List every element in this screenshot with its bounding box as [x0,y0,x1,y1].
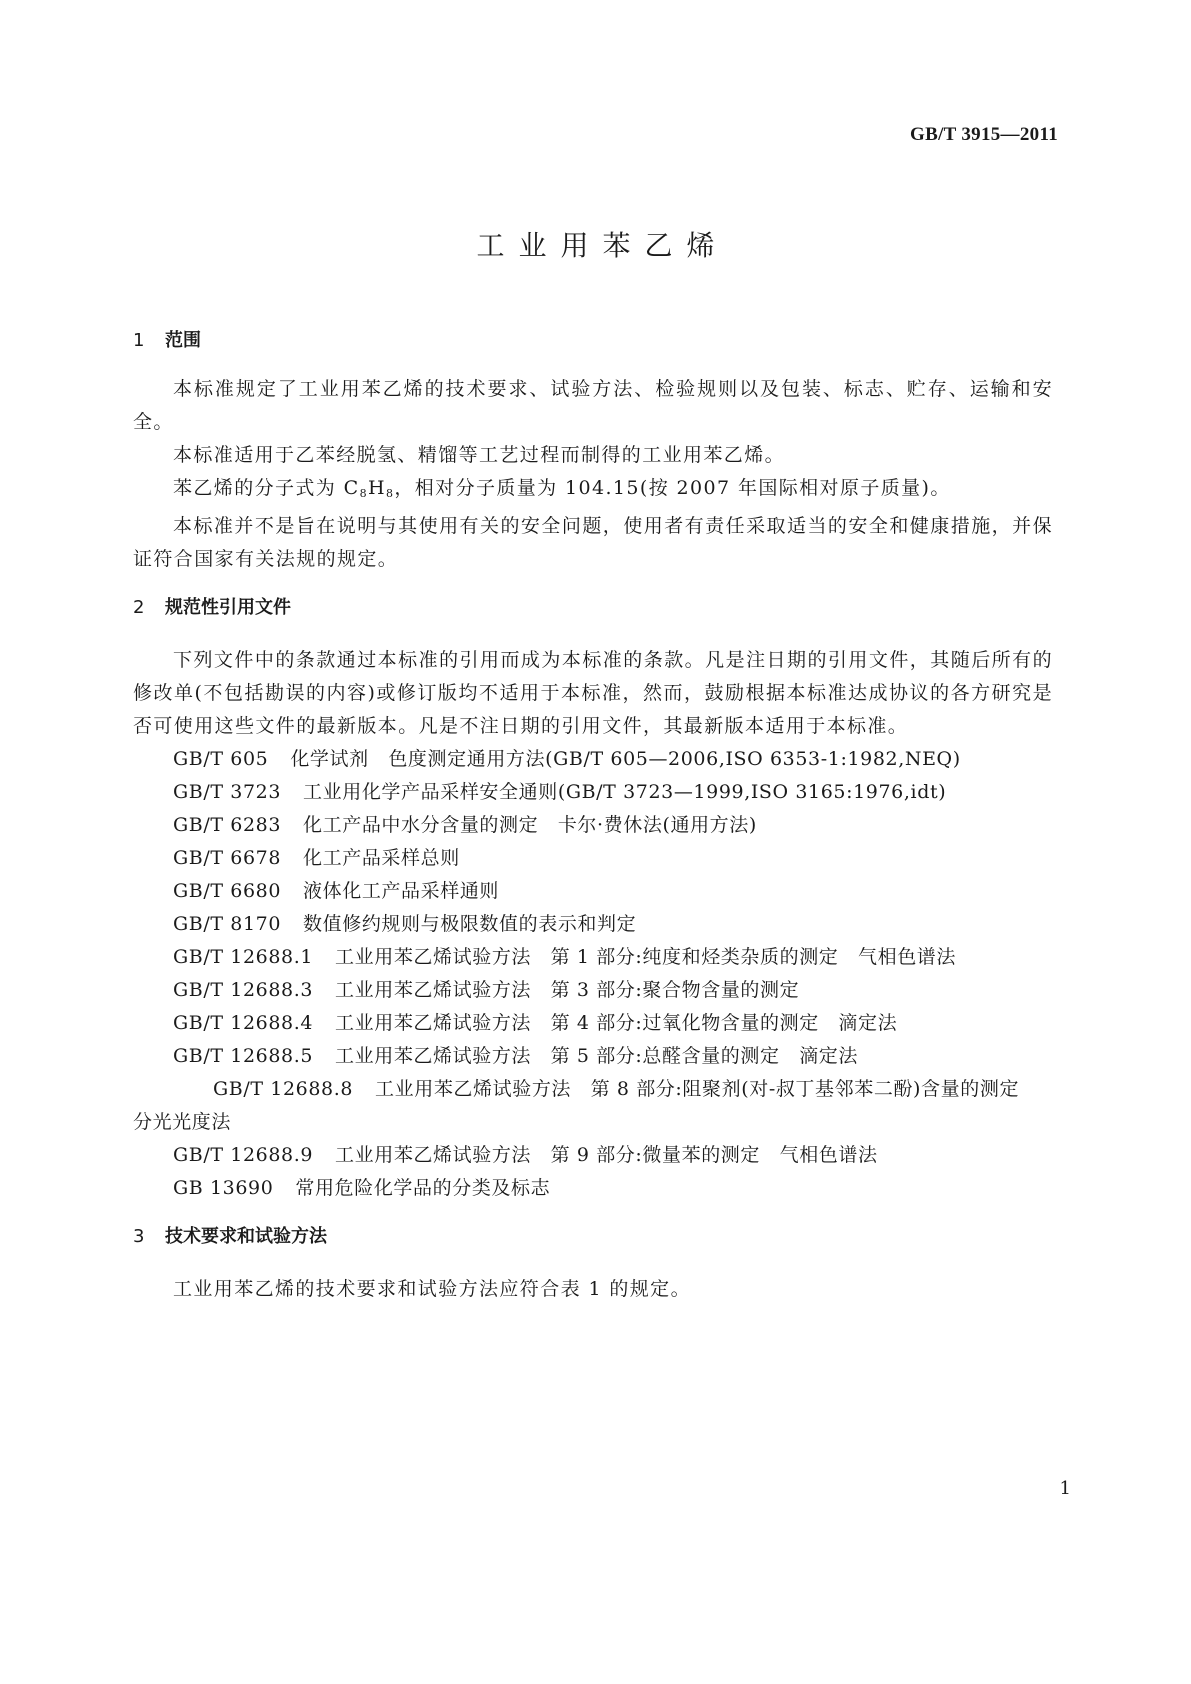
section-title: 技术要求和试验方法 [165,1226,327,1247]
section-number: 3 [133,1226,145,1247]
reference-item: GB/T 12688.4 工业用苯乙烯试验方法 第 4 部分:过氧化物含量的测定 滴定法 [173,1012,898,1034]
section-heading-2 [133,592,1053,624]
standard-number: GB/T 3915—2011 [910,124,1058,145]
section-title: 规范性引用文件 [165,597,291,618]
paragraph: 本标准规定了工业用苯乙烯的技术要求、试验方法、检验规则以及包装、标志、贮存、运输和安全。 [133,378,1053,433]
reference-item: GB/T 12688.5 工业用苯乙烯试验方法 第 5 部分:总醛含量的测定 滴定法 [173,1045,859,1067]
reference-item: GB/T 12688.9 工业用苯乙烯试验方法 第 9 部分:微量苯的测定 气相色谱法 [173,1144,878,1166]
page-number: 1 [1059,1478,1071,1499]
paragraph: 工业用苯乙烯的技术要求和试验方法应符合表 1 的规定。 [173,1278,691,1300]
reference-item: GB 13690 常用危险化学品的分类及标志 [173,1177,551,1199]
paragraph: 下列文件中的条款通过本标准的引用而成为本标准的条款。凡是注日期的引用文件，其随后所有的修改单(不包括勘误的内容)或修订版均不适用于本标准，然而，鼓励根据本标准达成协议的各方研究是否可使用这些文件的最新版本。凡是不注日期的引用文件，其最新版本适用于本标准。 [133,649,1053,737]
reference-item: GB/T 6680 液体化工产品采样通则 [173,880,500,902]
paragraph: 本标准适用于乙苯经脱氢、精馏等工艺过程而制得的工业用苯乙烯。 [173,444,786,466]
reference-item: GB/T 6283 化工产品中水分含量的测定 卡尔·费休法(通用方法) [173,814,757,836]
section-title: 范围 [165,330,201,351]
paragraph: 本标准并不是旨在说明与其使用有关的安全问题，使用者有责任采取适当的安全和健康措施，并保证符合国家有关法规的规定。 [133,515,1053,570]
reference-item: GB/T 8170 数值修约规则与极限数值的表示和判定 [173,913,637,935]
section-heading-3 [133,1221,1053,1253]
section-number: 2 [133,597,145,618]
reference-item: GB/T 12688.3 工业用苯乙烯试验方法 第 3 部分:聚合物含量的测定 [173,979,800,1001]
reference-item: GB/T 12688.8 工业用苯乙烯试验方法 第 8 部分:阻聚剂(对-叔丁基邻苯二酚)含量的测定 分光光度法 [133,1078,1039,1133]
document-title: 工业用苯乙烯 [476,229,729,262]
formula-paragraph: 苯乙烯的分子式为 $C_8H_8$，相对分子质量为 104.15(按 2007 年国际相对原子质量)。 [173,477,951,500]
reference-item: GB/T 605 化学试剂 色度测定通用方法(GB/T 605—2006,ISO 6353-1:1982,NEQ) [173,748,961,770]
reference-list [133,743,1053,1205]
section-number: 1 [133,330,145,351]
reference-item: GB/T 3723 工业用化学产品采样安全通则(GB/T 3723—1999,ISO 3165:1976,idt) [173,781,947,803]
reference-item: GB/T 6678 化工产品采样总则 [173,847,460,869]
section-heading-1 [133,325,1053,357]
document-body [133,325,1053,1306]
reference-item: GB/T 12688.1 工业用苯乙烯试验方法 第 1 部分:纯度和烃类杂质的测定 气相色谱法 [173,946,957,968]
